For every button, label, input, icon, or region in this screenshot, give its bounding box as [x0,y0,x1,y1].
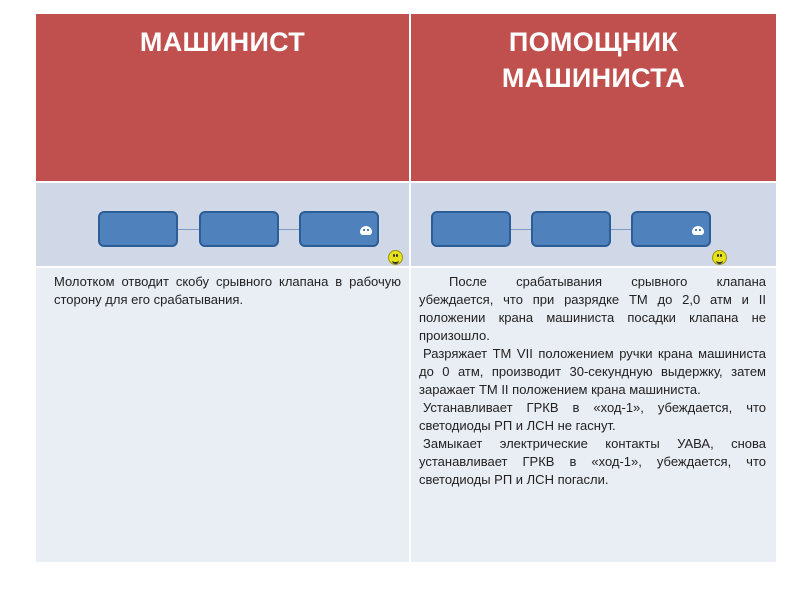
assistant-instruction-1: После срабатывания срывного клапана убеждается, что при разрядке ТМ до 2,0 атм и II положении крана машиниста посадки клапана не произошло. [419,274,766,343]
flow-diagram-assistant [411,181,776,266]
smiley-icon[interactable] [712,250,727,265]
assistant-instruction-4: Замыкает электрические контакты УАВА, снова устанавливает ГРКВ в «ход-1», убеждается, что светодиоды РП и ЛСН погасли. [419,436,766,487]
assistant-instruction-2: Разряжает ТМ VII положением ручки крана машиниста до 0 атм, производит 30-секундную выдержку, затем заражает ТМ II положением крана машиниста. [419,346,766,397]
flow-step-box[interactable] [631,211,711,247]
header-assistant [411,14,776,181]
flow-step-box[interactable] [531,211,611,247]
driver-instructions [36,266,411,562]
robot-icon [692,226,704,235]
flow-step-box[interactable] [299,211,379,247]
smiley-icon[interactable] [388,250,403,265]
assistant-instruction-3: Устанавливает ГРКВ в «ход-1», убеждается, что светодиоды РП и ЛСН не гаснут. [419,400,766,433]
header-assistant-line2: МАШИНИСТА [501,63,686,93]
header-driver [36,14,411,181]
flow-step-box[interactable] [431,211,511,247]
role-table [36,14,776,562]
robot-icon [360,226,372,235]
header-driver-label: МАШИНИСТ [139,27,306,57]
assistant-instructions [411,266,776,562]
flow-diagram-driver [36,181,411,266]
flow-step-box[interactable] [98,211,178,247]
header-assistant-line1: ПОМОЩНИК [508,27,679,57]
flow-step-box[interactable] [199,211,279,247]
driver-instruction-text: Молотком отводит скобу срывного клапана в рабочую сторону для его срабатывания. [54,274,401,307]
